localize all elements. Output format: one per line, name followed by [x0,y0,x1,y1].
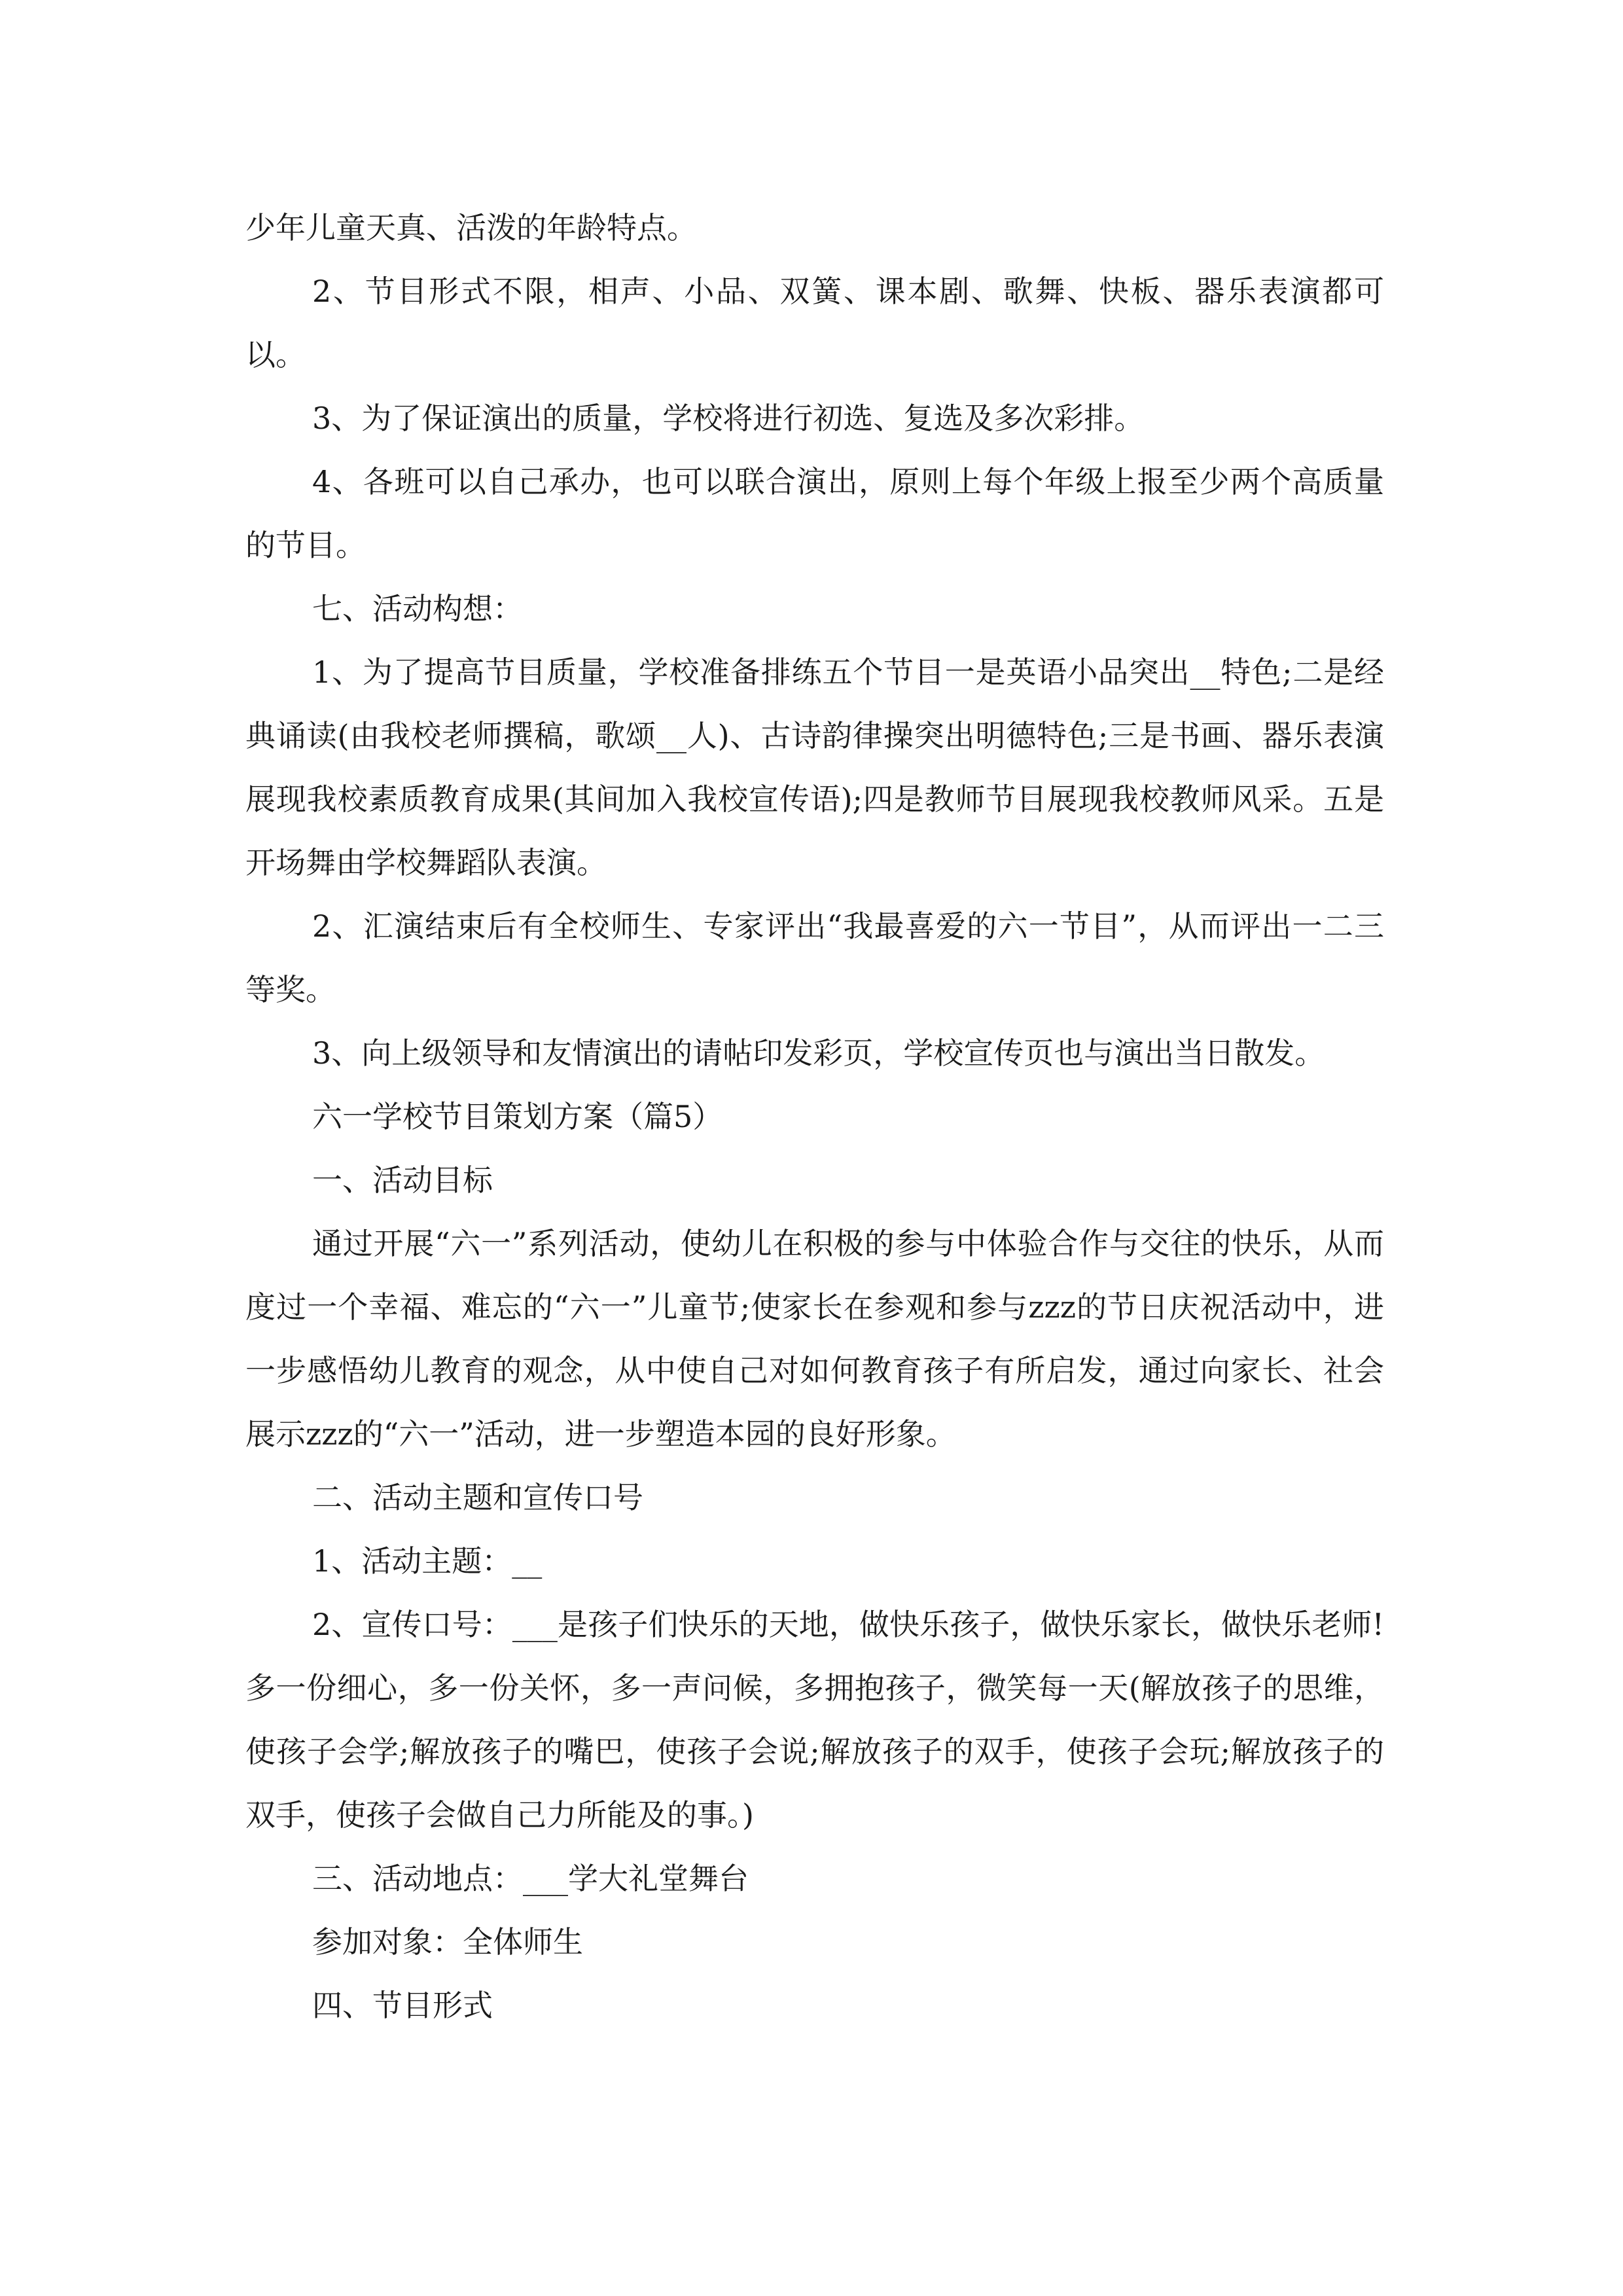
section-heading: 四、节目形式 [312,1988,493,2023]
paragraph: 3、向上级领导和友情演出的请帖印发彩页，学校宣传页也与演出当日散发。 [312,1035,1325,1071]
paragraph: 2、节目形式不限，相声、小品、双簧、课本剧、歌舞、快板、器乐表演都可以。 [245,274,1384,372]
paragraph: 少年儿童天真、活泼的年龄特点。 [245,210,697,245]
section-heading: 二、活动主题和宣传口号 [312,1480,643,1515]
paragraph: 4、各班可以自己承办，也可以联合演出，原则上每个年级上报至少两个高质量的节目。 [245,464,1384,563]
section-heading: 三、活动地点：___学大礼堂舞台 [312,1861,749,1896]
section-heading: 一、活动目标 [312,1162,493,1198]
paragraph: 3、为了保证演出的质量，学校将进行初选、复选及多次彩排。 [312,401,1145,436]
paragraph: 1、为了提高节目质量，学校准备排练五个节目一是英语小品突出__特色;二是经典诵读(由我校老师撰稿，歌颂__人)、古诗韵律操突出明德特色;三是书画、器乐表演展现我校素质教育成果(其间加入我校宣传语);四是教师节目展现我校教师风采。五是开场舞由学校舞蹈队表演。 [245,655,1384,880]
document-page [245,196,1384,2037]
paragraph: 2、汇演结束后有全校师生、专家评出“我最喜爱的六一节目”，从而评出一二三等奖。 [245,908,1384,1007]
document-title: 六一学校节目策划方案（篇5） [312,1099,723,1134]
section-heading: 七、活动构想： [312,591,523,626]
paragraph: 1、活动主题：__ [312,1543,543,1579]
paragraph: 参加对象：全体师生 [312,1924,583,1960]
paragraph: 通过开展“六一”系列活动，使幼儿在积极的参与中体验合作与交往的快乐，从而度过一个幸福、难忘的“六一”儿童节;使家长在参观和参与zzz的节日庆祝活动中，进一步感悟幼儿教育的观念，从中使自己对如何教育孩子有所启发，通过向家长、社会展示zzz的“六一”活动，进一步塑造本园的良好形象。 [245,1226,1384,1452]
paragraph: 2、宣传口号：___是孩子们快乐的天地，做快乐孩子，做快乐家长，做快乐老师!多一份细心，多一份关怀，多一声问候，多拥抱孩子，微笑每一天(解放孩子的思维，使孩子会学;解放孩子的嘴巴，使孩子会说;解放孩子的双手，使孩子会玩;解放孩子的双手，使孩子会做自己力所能及的事。) [245,1607,1384,1833]
